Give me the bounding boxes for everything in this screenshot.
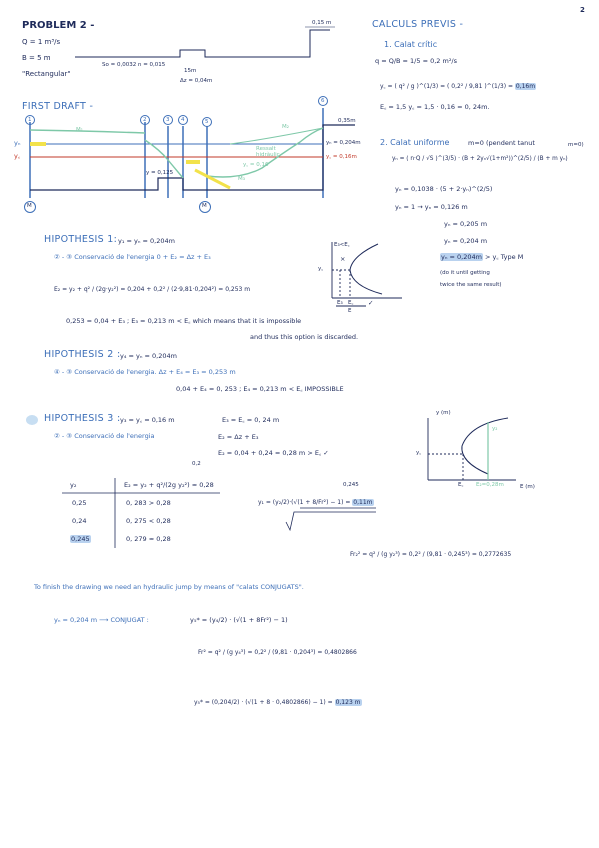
hyp3-graph-e2: E₂=0,28m [476,482,504,488]
hyp3-condition: y₃ = y꜀ = 0,16 m [120,416,175,424]
hyp1-graph-yc: y꜀ [318,266,324,272]
hyp1-energy-graph [332,242,402,306]
hyp3-graph-e: E (m) [520,484,535,490]
section-3: 3 [166,117,170,123]
hyp2-condition: y₄ = yₙ = 0,204m [120,352,177,360]
hyp2-result: 0,04 + E₄ = 0, 253 ; E₄ = 0,213 m < E꜀ IMPOSSIBLE [176,385,344,393]
m1-label: M₁ [76,127,83,133]
section-5: 5 [205,119,209,125]
calculs-sub2: 2. Calat uniforme [380,138,450,147]
table-row-1-e: 0, 283 > 0,28 [126,499,171,507]
iter-note-1: (do it until getting [440,270,490,276]
problem-section: "Rectangular" [22,70,71,78]
hyp1-graph-e3: E₃ [337,300,343,306]
hyp3-title: HIPOTHESIS 3 : [44,413,121,424]
final-result: 0,123 m [335,699,361,706]
hyp1-result-2: and thus this option is discarded. [250,333,359,341]
final-equation [194,700,362,707]
m2-label: M₂ [282,124,289,130]
hyp3-step: ② - ③ Conservació de l'energia [54,432,155,440]
y1-hint: 0,245 [343,482,359,488]
hyp1-result: 0,253 = 0,04 + E₃ ; E₃ = 0,213 m < E꜀ which means that it is impossible [66,317,302,325]
end-depth: 0,35m [338,118,356,124]
table-row-3-e: 0, 279 ≈ 0,28 [126,535,171,543]
hyp1-graph-e: E [348,308,352,314]
table-header-e2: E₂ = y₂ + q²/(2g y₂²) ≈ 0,28 [124,481,214,489]
iter-4 [440,254,523,261]
hyp3-graph-ec: E꜀ [458,482,464,488]
iter-2: yₙ = 0,205 m [444,220,488,228]
yc-label: y꜀ [14,152,21,160]
table-row-3-y-wrap [70,536,91,543]
problem-discharge: Q = 1 m³/s [22,38,61,46]
iter-1: yₙ = 1 → yₙ = 0,126 m [395,203,468,211]
fr2-equation: Fr₂² = q² / (g y₂³) = 0,2² / (9,81 · 0,245³) = 0,2772635 [350,551,512,558]
yc-equation-text: y꜀ = ( q² / g )^(1/3) = ( 0,2² / 9,81 )^(1/3) = [380,83,515,90]
highlight-bubble [26,415,38,425]
yc-small: y꜀ = 0,16 [243,162,269,168]
first-draft-profile [30,108,355,198]
hyp1-graph-top: E₃<E꜀ [334,242,350,248]
y1-equation [258,500,374,507]
table-row-1-y: 0,25 [72,499,87,507]
yc-result: 0,16m [515,83,536,90]
final-equation-text: y₅* = (0,204/2) · (√(1 + 8 · 0,4802866) − 1) = [194,699,333,706]
table-row-2-y: 0,24 [72,517,87,525]
hyp1-graph-ec: E꜀ [348,300,354,306]
table-row-3-y: 0,245 [71,535,90,543]
hyp3-hint: 0,2 [192,461,201,467]
hyp3-graph-yc: y꜀ [416,450,422,456]
first-draft-title: FIRST DRAFT - [22,101,94,112]
hyp2-step: ④ - ③ Conservació de l'energia. Δz + E₄ = E₃ = 0,253 m [54,368,236,376]
sketch-length: 15m [184,68,197,74]
hyp3-eq2: E₂ = 0,04 + 0,24 = 0,28 m > E꜀ ✓ [218,449,329,457]
hyp1-step: ② - ③ Conservació de l'energia 0 + E₂ = Δz + E₃ [54,253,211,261]
section-4: 4 [181,117,185,123]
m3-label: M₃ [238,176,245,182]
sketch-dz: Δz = 0,04m [180,78,213,84]
hyp2-title: HIPOTHESIS 2 : [44,349,121,360]
conj-equation: y₅* = (y₄/2) · (√(1 + 8Fr²) − 1) [190,616,288,624]
section-2: 2 [143,117,147,123]
calculs-title: CALCULS PREVIS - [372,19,464,30]
problem-width: B = 5 m [22,54,51,62]
hyp1-graph-check: ✓ [368,299,374,307]
table-header-y2: y₂ [70,481,77,489]
sketch-slope: So = 0,0032 n = 0,015 [102,62,166,68]
jump-label: Ressalt hidràulic [256,146,280,159]
hyp3-energy-graph [428,418,516,480]
problem-title: PROBLEM 2 - [22,20,95,31]
m0-note-b: m=0) [568,142,584,148]
m-marker-2: M [202,203,207,209]
y1-equation-text: y₁ = (y₂/2)·(√(1 + 8/Fr²) − 1) = [258,499,351,506]
yn-label: yₙ [14,139,21,147]
fr-equation: Fr² = q² / (g y₄³) = 0,2² / (9,81 · 0,204³) = 0,4802866 [198,649,357,656]
iter-4-type: > y꜀ Type M [485,253,524,261]
finish-sentence: To finish the drawing we need an hydraulic jump by means of "calats CONJUGATS". [34,583,304,591]
iter-0: yₙ = 0,1038 · (5 + 2·yₙ)^(2/5) [395,185,493,193]
hyp3-condition-2: E₃ = E꜀ = 0, 24 m [222,416,280,424]
y1-result: 0,11m [353,499,373,506]
hyp1-title: HIPOTHESIS 1: [44,234,118,245]
yn-equation: yₙ = ( n·Q / √S )^(3/5) · (B + 2yₙ√(1+m²))^(2/5) / (B + m yₙ) [392,156,568,162]
m-marker-1: M [27,203,32,209]
hyp3-graph-y: y (m) [436,410,451,416]
ec-equation: E꜀ = 1,5 y꜀ = 1,5 · 0,16 = 0, 24m. [380,103,490,111]
hyp1-condition: y₁ = yₙ = 0,204m [118,237,175,245]
hyp3-eq1: E₂ = Δz + E₃ [218,433,259,441]
m0-note: m=0 (pendent tanut [468,139,535,147]
yc-equation [380,84,536,91]
sketch-end-depth: 0,15 m [312,20,332,26]
q-equation: q = Q/B = 1/5 = 0,2 m²/s [375,57,458,65]
hyp1-graph-cross: × [340,255,346,263]
channel-sketch [75,27,335,57]
iter-4-value: yₙ = 0,204m [441,253,482,261]
finish-left: yₙ = 0,204 m ⟶ CONJUGAT : [54,616,149,624]
hyp1-e2: E₂ = y₂ + q² / (2g·y₂²) = 0,204 + 0,2² / (2·9,81·0,204²) = 0,253 m [54,286,251,293]
iter-3: yₙ = 0,204 m [444,237,488,245]
section-6: 6 [321,98,325,104]
table-row-2-e: 0, 275 < 0,28 [126,517,171,525]
page-number: 2 [580,6,585,14]
hyp3-graph-y2: y₂ [492,426,498,432]
calculs-sub1: 1. Calat crític [384,40,438,49]
yn-value: yₙ = 0,204m [326,140,361,146]
formula-strokes [286,508,376,530]
iter-note-2: twice the same result) [440,282,502,288]
section-1: 1 [28,117,32,123]
yc-value: y꜀ = 0,16m [326,154,357,160]
s2-label: y = 0,125 [146,170,174,176]
